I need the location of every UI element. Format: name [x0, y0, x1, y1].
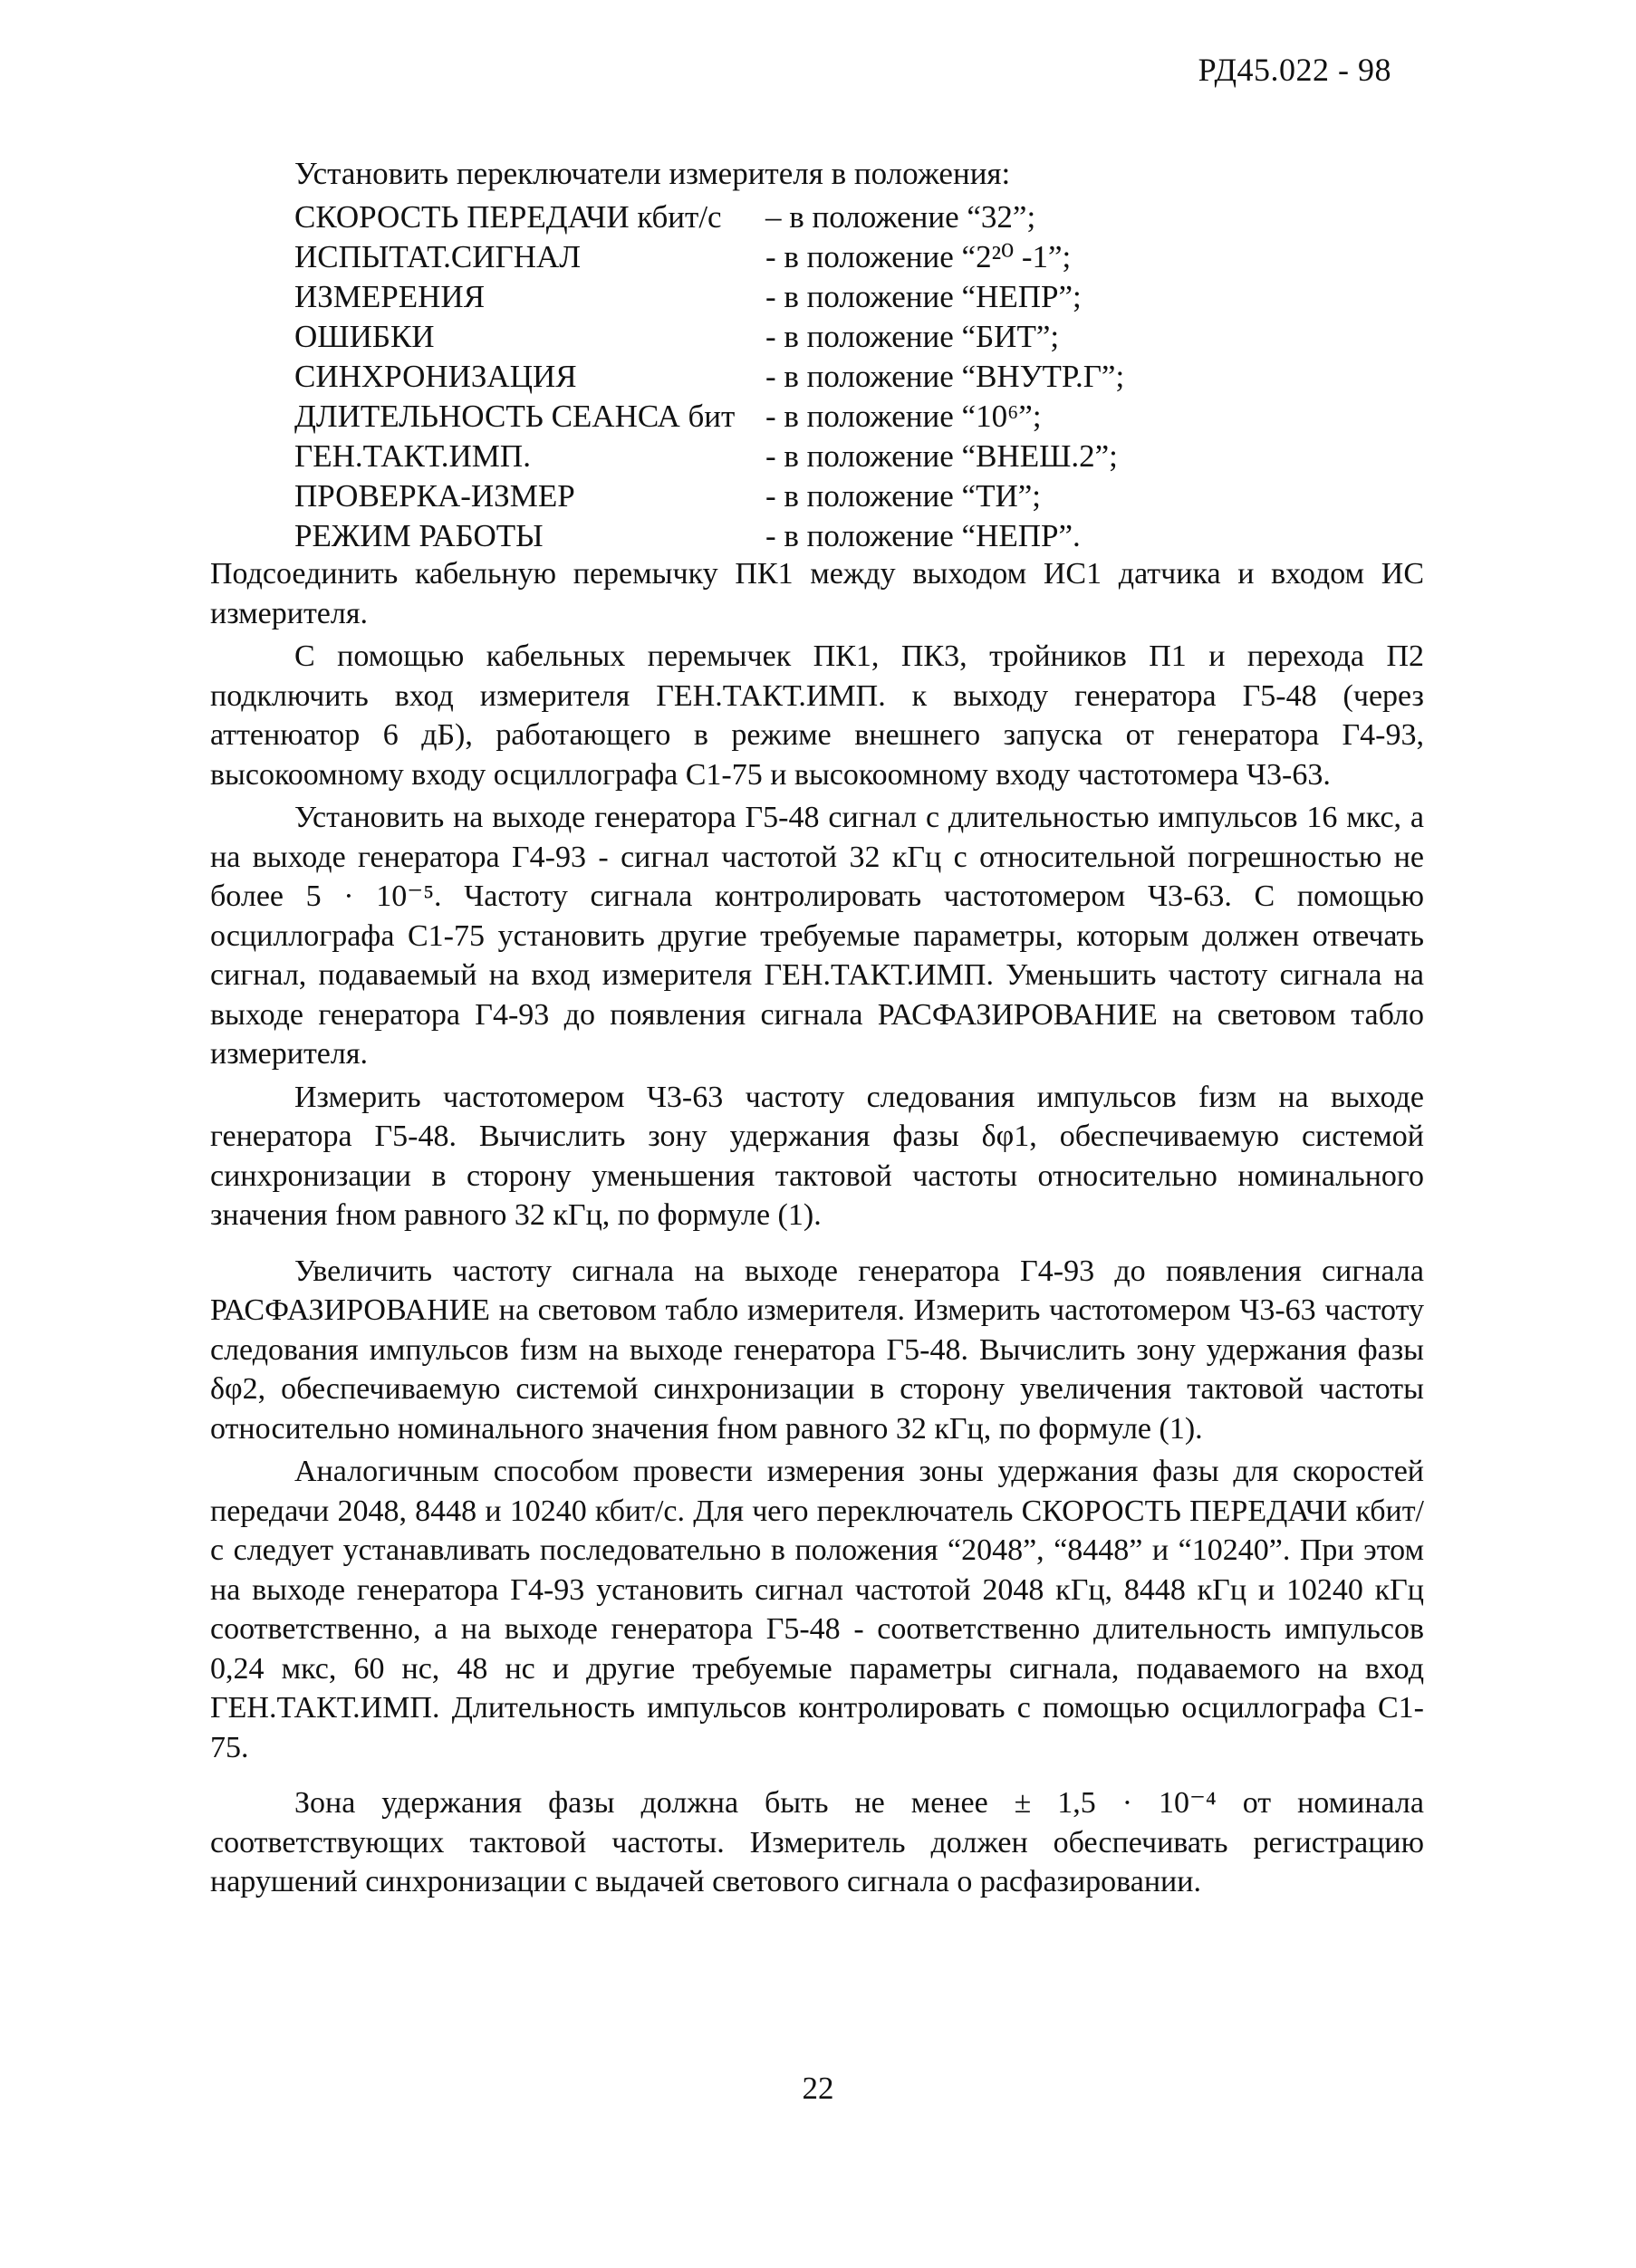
switch-settings-intro: Установить переключатели измерителя в положения: — [294, 156, 1011, 191]
body-text — [210, 554, 1424, 1902]
switch-position: - в положение “ТИ”; — [765, 478, 1041, 514]
switch-position: - в положение “ВНУТР.Г”; — [765, 359, 1125, 394]
switch-row — [294, 476, 1436, 516]
paragraph-requirement: Зона удержания фазы должна быть не менее ± 1,5 · 10⁻⁴ от номинала соответствующих тактовой частоты. Измеритель должен обеспечивать регистрацию нарушений синхронизации с выдачей светового сигнала о расфазировании. — [210, 1786, 1424, 1898]
switch-row — [294, 277, 1436, 317]
switch-name: ПРОВЕРКА-ИЗМЕР — [294, 478, 575, 514]
switch-position: - в положение “10⁶”; — [765, 399, 1042, 434]
switch-name: ОШИБКИ — [294, 319, 435, 354]
paragraph-measure-increase: Увеличить частоту сигнала на выходе генератора Г4-93 до появления сигнала РАСФАЗИРОВАНИЕ на световом табло измерителя. Измерить частотомером Ч3-63 частоту следования импульсов fизм на выходе генератора Г5-48. Вычислить зону удержания фазы δφ2, обеспечиваемую системой синхронизации в сторону увеличения тактовой частоты относительно номинального значения fном равного 32 кГц, по формуле (1). — [210, 1254, 1424, 1446]
switch-settings-list — [294, 154, 1436, 556]
switch-position: - в положение “БИТ”; — [765, 319, 1060, 354]
paragraph-measure-decrease: Измерить частотомером Ч3-63 частоту следования импульсов fизм на выходе генератора Г5-48. Вычислить зону удержания фазы δφ1, обеспечиваемую системой синхронизации в сторону уменьшения тактовой частоты относительно номинального значения fном равного 32 кГц, по формуле (1). — [210, 1080, 1424, 1232]
paragraph-other-speeds: Аналогичным способом провести измерения зоны удержания фазы для скоростей передачи 2048, 8448 и 10240 кбит/с. Для чего переключатель СКОРОСТЬ ПЕРЕДАЧИ кбит/с следует устанавливать последовательно в положения “2048”, “8448” и “10240”. При этом на выходе генератора Г4-93 установить сигнал частотой 2048 кГц, 8448 кГц и 10240 кГц соответственно, а на выходе генератора Г5-48 - соответственно длительность импульсов 0,24 мкс, 60 нс, 48 нс и другие требуемые параметры сигнала, подаваемого на вход ГЕН.ТАКТ.ИМП. Длительность импульсов контролировать с помощью осциллографа С1-75. — [210, 1455, 1424, 1764]
switch-name: ИСПЫТАТ.СИГНАЛ — [294, 239, 582, 274]
switch-name: СИНХРОНИЗАЦИЯ — [294, 359, 577, 394]
switch-position: – в положение “32”; — [765, 199, 1036, 235]
paragraph-cable-connection: Подсоединить кабельную перемычку ПК1 между выходом ИС1 датчика и входом ИС измерителя. — [210, 557, 1424, 630]
switch-name: ИЗМЕРЕНИЯ — [294, 279, 486, 314]
switch-row — [294, 197, 1436, 237]
switch-row — [294, 397, 1436, 437]
switch-position: - в положение “ВНЕШ.2”; — [765, 438, 1118, 474]
switch-row — [294, 317, 1436, 357]
page-number: 22 — [802, 2071, 834, 2106]
switch-name: СКОРОСТЬ ПЕРЕДАЧИ кбит/с — [294, 199, 722, 235]
switch-name: РЕЖИМ РАБОТЫ — [294, 518, 544, 553]
switch-name: ГЕН.ТАКТ.ИМП. — [294, 438, 531, 474]
paragraph-generator-setup: Установить на выходе генератора Г5-48 сигнал с длительностью импульсов 16 мкс, а на выходе генератора Г4-93 - сигнал частотой 32 кГц с относительной погрешностью не более 5 · 10⁻⁵. Частоту сигнала контролировать частотомером Ч3-63. С помощью осциллографа С1-75 установить другие требуемые параметры, которым должен отвечать сигнал, подаваемый на вход измерителя ГЕН.ТАКТ.ИМП. Уменьшить частоту сигнала на выходе генератора Г4-93 до появления сигнала РАСФАЗИРОВАНИЕ на световом табло измерителя. — [210, 801, 1424, 1071]
switch-row — [294, 357, 1436, 397]
switch-position: - в положение “2²⁰ -1”; — [765, 239, 1072, 274]
switch-row — [294, 437, 1436, 476]
switch-name: ДЛИТЕЛЬНОСТЬ СЕАНСА бит — [294, 399, 736, 434]
switch-row — [294, 516, 1436, 556]
switch-position: - в положение “НЕПР”; — [765, 279, 1082, 314]
paragraph-connection-setup: С помощью кабельных перемычек ПК1, ПК3, тройников П1 и перехода П2 подключить вход измерителя ГЕН.ТАКТ.ИМП. к выходу генератора Г5-48 (через аттенюатор 6 дБ), работающего в режиме внешнего запуска от генератора Г4-93, высокоомному входу осциллографа С1-75 и высокоомному входу частотомера Ч3-63. — [210, 639, 1424, 792]
switch-position: - в положение “НЕПР”. — [765, 518, 1081, 553]
document-code: РД45.022 - 98 — [1198, 52, 1391, 88]
switch-row — [294, 237, 1436, 277]
